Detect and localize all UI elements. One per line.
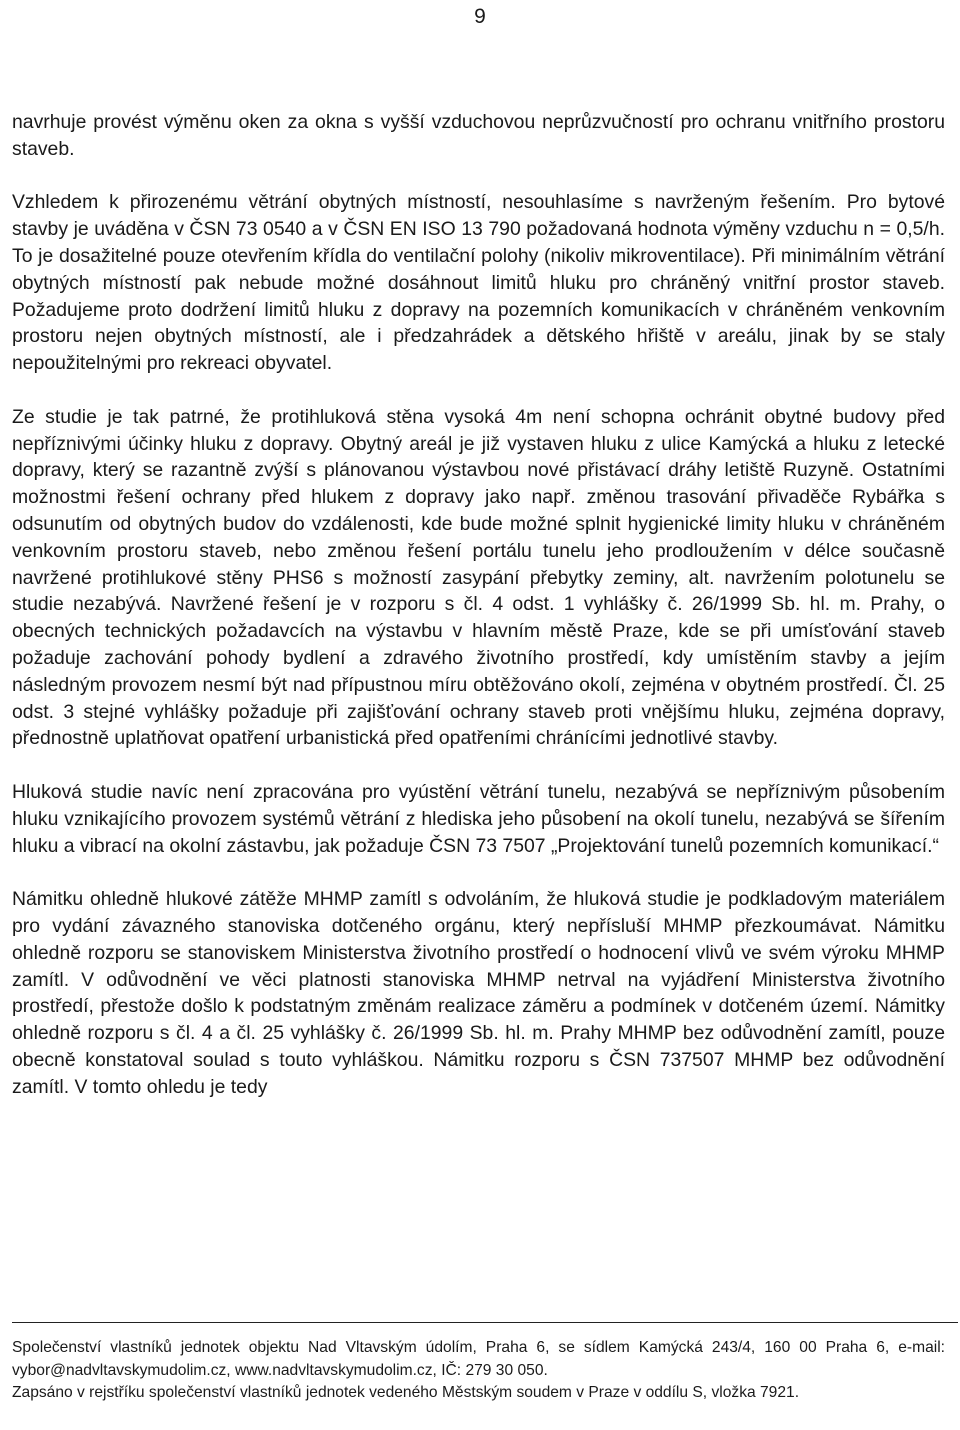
document-body [12, 109, 945, 1100]
footer-address: Společenství vlastníků jednotek objektu Nad Vltavským údolím, Praha 6, se sídlem Kamýcká 243/4, 160 00 Praha 6, e-mail: vybor@nadvltavskymudolim.cz, www.nadvltavskymudolim.cz, IČ: 279 30 050. [12, 1339, 945, 1379]
footer-divider [12, 1322, 958, 1323]
paragraph-ventilation: Vzhledem k přirozenému větrání obytných místností, nesouhlasíme s navrženým řešením. Pro bytové stavby je uváděna v ČSN 73 0540 a v ČSN EN ISO 13 790 požadovaná hodnota výměny vzduchu n = 0,5/h. To je dosažitelné pouze otevřením křídla do ventilační polohy (nikoliv mikroventilace). Při minimálním větrání obytných místností pak nebude možné dosáhnout limitů hluku pro chráněný vnitřní prostor staveb. Požadujeme proto dodržení limitů hluku z dopravy na pozemních komunikacích v chráněném venkovním prostoru nejen obytných místností, ale i předzahrádek a dětského hřiště v areálu, jinak by se staly nepoužitelnými pro rekreaci obyvatel. [12, 191, 945, 375]
paragraph-window-replacement: navrhuje provést výměnu oken za okna s vyšší vzduchovou neprůzvučností pro ochranu vnitřního prostoru staveb. [12, 111, 945, 160]
paragraph-noise-barrier: Ze studie je tak patrné, že protihluková stěna vysoká 4m není schopna ochránit obytné budovy před nepříznivými účinky hluku z dopravy. Obytný areál je již vystaven hluku z ulice Kamýcká a hluku z letecké dopravy, který se razantně zvýší s plánovanou výstavbou nové přistávací dráhy letiště Ruzyně. Ostatními možnostmi řešení ochrany před hlukem z dopravy jako např. změnou trasování přivaděče Rybářka s odsunutím od obytných budov do vzdálenosti, kde bude možné splnit hygienické limity hluku v chráněném venkovním prostoru staveb, nebo změnou řešení portálu tunelu jeho prodloužením v délce současně navržené protihlukové stěny PHS6 s možností zasypání přebytky zeminy, alt. navržením polotunelu se studie nezabývá. Navržené řešení je v rozporu s čl. 4 odst. 1 vyhlášky č. 26/1999 Sb. hl. m. Prahy, o obecných technických požadavcích na výstavbu v hlavním městě Praze, kde se při umísťování staveb požaduje zachování pohody bydlení a zdravého životního prostředí, kdy umístěním stavby a jejím následným provozem nesmí být nad přípustnou míru obtěžováno okolí, zejména v obytném prostředí. Čl. 25 odst. 3 stejné vyhlášky požaduje při zajišťování ochrany staveb proti vnějšímu hluku, zejména dopravy, přednostně uplatňovat opatření urbanistická před opatřeními chránícími jednotlivé stavby. [12, 405, 945, 750]
paragraph-mhmp-objection: Námitku ohledně hlukové zátěže MHMP zamítl s odvoláním, že hluková studie je podkladovým materiálem pro vydání závazného stanoviska dotčeného orgánu, který nepřísluší MHMP přezkoumávat. Námitku ohledně rozporu se stanoviskem Ministerstva životního prostředí o hodnocení vlivů ve svém výroku MHMP zamítl. V odůvodnění ve věci platnosti stanoviska MHMP netrval na vyjádření Ministerstva životního prostředí, přestože došlo k podstatným změnám realizace záměru a podmínek v dotčeném území. Námitky ohledně rozporu s čl. 4 a čl. 25 vyhlášky č. 26/1999 Sb. hl. m. Prahy MHMP bez odůvodnění zamítl, pouze obecně konstatoval soulad s touto vyhláškou. Námitku rozporu s ČSN 737507 MHMP bez odůvodnění zamítl. V tomto ohledu je tedy [12, 888, 945, 1098]
page-footer [12, 1337, 945, 1405]
page-number: 9 [474, 5, 486, 28]
footer-registration: Zapsáno v rejstříku společenství vlastníků jednotek vedeného Městským soudem v Praze v oddílu S, vložka 7921. [12, 1384, 800, 1402]
paragraph-tunnel-ventilation: Hluková studie navíc není zpracována pro vyústění větrání tunelu, nezabývá se nepříznivým působením hluku vznikajícího provozem systémů větrání z hlediska jeho působení na okolí tunelu, nezabývá se šířením hluku a vibrací na okolní zástavbu, jak požaduje ČSN 73 7507 „Projektování tunelů pozemních komunikací.“ [12, 780, 945, 857]
